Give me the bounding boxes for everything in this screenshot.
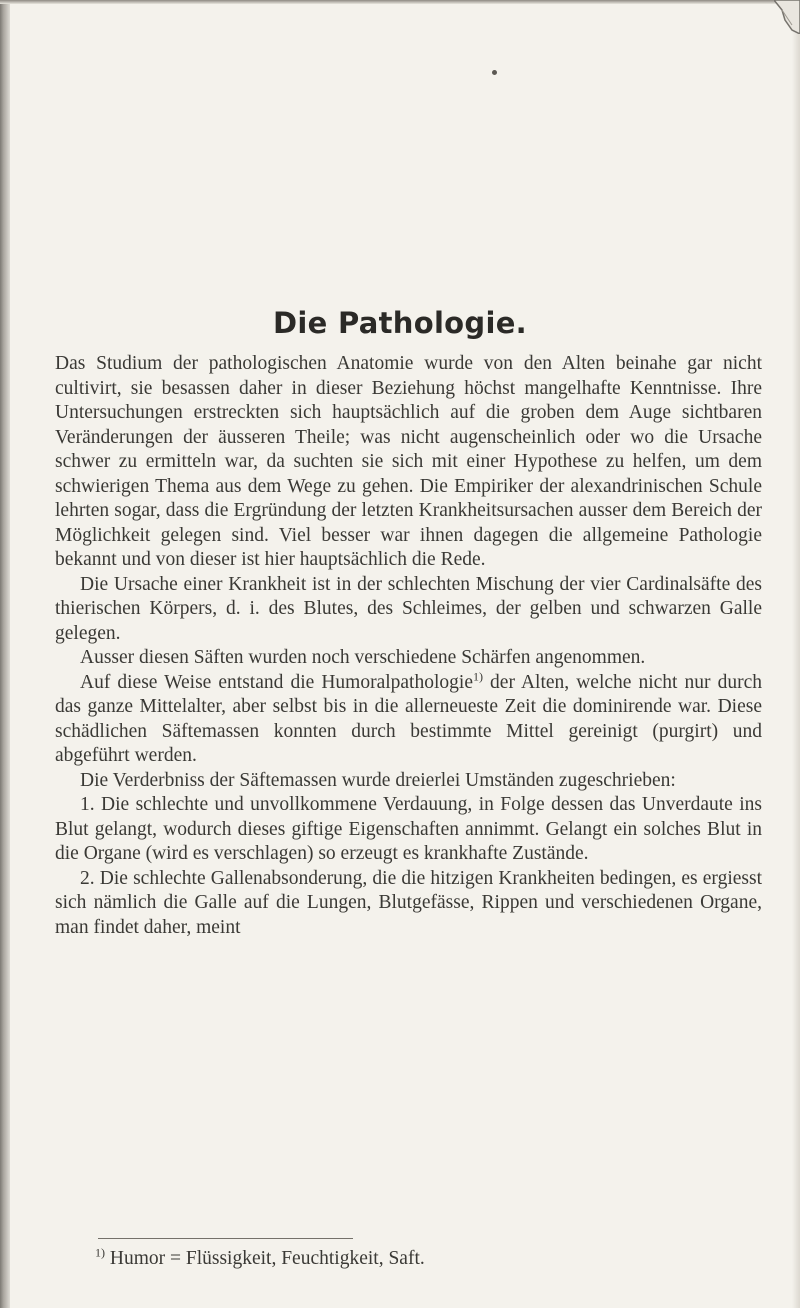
page-top-edge <box>0 0 785 4</box>
paragraph-anatomy: Das Studium der pathologischen Anatomie wurde von den Alten beinahe gar nicht cultivirt, sie besassen daher in dieser Beziehung höchst mangelhafte Kenntnisse. Ihre Untersuchungen erstreckten sich hauptsächlich auf die groben dem Auge sichtbaren Veränderungen der äusseren Theile; was nicht augenscheinlich oder wo die Ursache schwer zu ermitteln war, da suchten sie sich mit einer Hypothese zu helfen, um dem schwierigen Thema aus dem Wege zu gehen. Die Empiriker der alexandrinischen Schule lehrten sogar, dass die Ergründung der letzten Krankheitsursachen ausser dem Bereich der Möglichkeit gelegen sind. Viel besser war ihnen dagegen die allgemeine Pathologie bekannt und von dieser ist hier hauptsächlich die Rede. <box>55 353 762 570</box>
main-text <box>55 352 762 940</box>
paragraph-bile-secretion: 2. Die schlechte Gallenabsonderung, die die hitzigen Krankheiten bedingen, es ergiesst sich nämlich die Galle auf die Lungen, Blutgefässe, Rippen und verschiedenen Organe, man findet daher, meint <box>55 867 762 938</box>
humoral-pathology-text-start: Auf diese Weise entstand die Humoralpathologie <box>80 671 473 693</box>
ink-dot-mark <box>492 70 497 75</box>
footnote-reference: 1) <box>472 669 483 683</box>
page-corner-fold-icon <box>774 0 800 34</box>
footnote-text: Humor = Flüssigkeit, Feuchtigkeit, Saft. <box>105 1248 425 1269</box>
paragraph-three-circumstances: Die Verderbniss der Säftemassen wurde dreierlei Umständen zugeschrieben: <box>80 769 676 791</box>
paragraph-cause-of-disease: Die Ursache einer Krankheit ist in der schlechten Mischung der vier Cardinalsäfte des thierischen Körpers, d. i. des Blutes, des Schleimes, der gelben und schwarzen Galle gelegen. <box>55 573 762 644</box>
page-left-edge-shadow <box>0 0 10 1308</box>
footnote-marker: 1) <box>95 1245 105 1260</box>
paragraph-acrid-substances: Ausser diesen Säften wurden noch verschiedene Schärfen angenommen. <box>80 647 646 668</box>
footnote <box>95 1245 425 1270</box>
paragraph-humoral-pathology <box>55 671 762 769</box>
page-title: Die Pathologie. <box>272 306 527 340</box>
page-right-edge-shadow <box>792 0 800 1308</box>
paragraph-digestion: 1. Die schlechte und unvollkommene Verdauung, in Folge dessen das Unverdaute ins Blut gelangt, wodurch dieses giftige Eigenschaften annimmt. Gelangt ein solches Blut in die Organe (wird es verschlagen) so erzeugt es krankhafte Zustände. <box>55 794 762 864</box>
footnote-divider <box>98 1238 353 1239</box>
humoral-pathology-text-end: der Alten, welche nicht nur durch das ganze Mittelalter, aber selbst bis in die allerneueste Zeit die dominirende war. Diese schädlichen Säftemassen konnten durch bestimmte Mittel gereinigt (purgirt) und abgeführt werden. <box>55 671 763 766</box>
